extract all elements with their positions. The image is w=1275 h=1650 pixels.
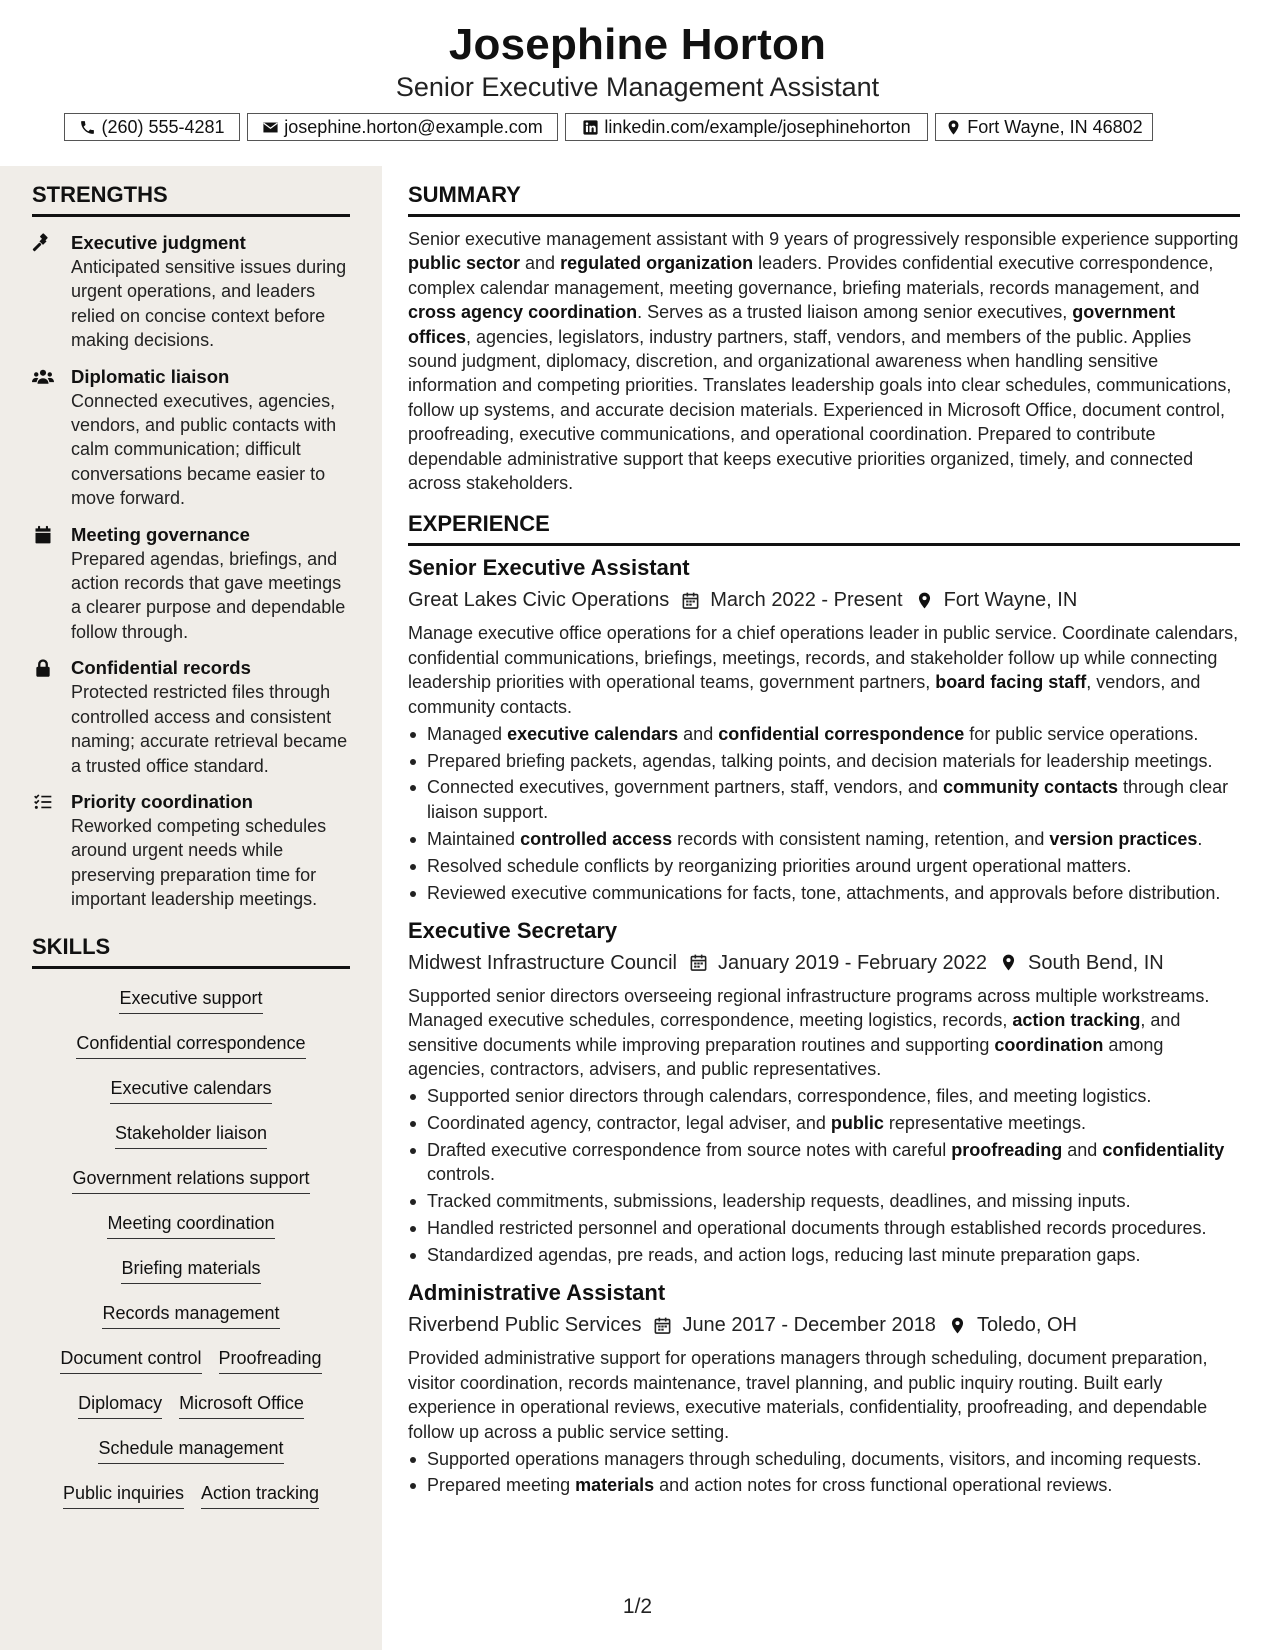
strength-title: Confidential records xyxy=(71,657,251,679)
text-run: and xyxy=(1062,1139,1103,1160)
list-item xyxy=(408,827,1240,851)
list-item xyxy=(408,1189,1240,1213)
strength-item xyxy=(32,790,350,912)
contact-email-text: josephine.horton@example.com xyxy=(284,116,543,137)
strength-item xyxy=(32,656,350,778)
emphasis-text: public xyxy=(830,1112,884,1133)
text-run: , and sensitive documents while improving preparation routines and supporting xyxy=(408,1010,1181,1055)
text-run: for public service operations. xyxy=(964,723,1199,744)
text-run: among agencies, contractors, advisers, and public representatives. xyxy=(408,1034,1164,1080)
skill-row xyxy=(32,1022,350,1067)
map-pin-icon xyxy=(999,953,1018,972)
job-location: South Bend, IN xyxy=(1028,951,1164,974)
summary-heading: SUMMARY xyxy=(408,182,1240,217)
experience-list xyxy=(408,554,1240,1497)
emphasis-text: board facing staff xyxy=(935,672,1087,693)
text-run: Senior executive management assistant with 9 years of progressively responsible experience supporting xyxy=(408,229,1239,249)
strength-desc: Prepared agendas, briefings, and action records that gave meetings a clearer purpose and dependable follow through. xyxy=(71,548,346,642)
job-bullets xyxy=(408,1447,1240,1498)
map-pin-icon xyxy=(945,119,962,136)
skill-tag: Schedule management xyxy=(98,1437,283,1464)
skill-row xyxy=(32,1472,350,1517)
emphasis-text: community contacts xyxy=(942,777,1119,798)
job-entry xyxy=(408,554,1240,904)
phone-icon xyxy=(79,119,96,136)
gavel-icon xyxy=(32,233,54,253)
summary-text xyxy=(408,227,1240,495)
skill-row xyxy=(32,1247,350,1292)
skill-tag: Proofreading xyxy=(219,1347,322,1374)
job-description xyxy=(408,621,1240,719)
emphasis-text: controlled access xyxy=(520,828,673,849)
list-item xyxy=(408,1111,1240,1135)
skill-tag: Executive calendars xyxy=(110,1077,271,1104)
emphasis-text: confidentiality xyxy=(1102,1139,1225,1160)
people-group-icon xyxy=(32,367,54,387)
page-number: 1/2 xyxy=(622,1595,653,1618)
strength-item xyxy=(32,365,350,511)
strength-item xyxy=(32,523,350,645)
strength-desc: Anticipated sensitive issues during urgent operations, and leaders relied on concise context before making decisions. xyxy=(71,257,347,351)
map-pin-icon xyxy=(915,591,934,610)
job-bullets xyxy=(408,1084,1240,1267)
job-meta xyxy=(408,1311,1240,1339)
skill-row xyxy=(32,1292,350,1337)
text-run: Tracked commitments, submissions, leadership requests, deadlines, and missing inputs. xyxy=(427,1191,1131,1212)
emphasis-text: confidential correspondence xyxy=(718,723,965,744)
skill-row xyxy=(32,1112,350,1157)
main-content xyxy=(408,166,1240,1498)
skill-row xyxy=(32,1382,350,1427)
contact-location[interactable] xyxy=(935,113,1153,141)
candidate-title: Senior Executive Management Assistant xyxy=(395,72,880,102)
text-run: . xyxy=(1197,828,1203,849)
calendar-icon xyxy=(681,591,700,610)
strength-item xyxy=(32,231,350,353)
envelope-icon xyxy=(262,119,279,136)
contact-location-text: Fort Wayne, IN 46802 xyxy=(967,116,1143,137)
list-item xyxy=(408,749,1240,773)
text-run: Coordinated agency, contractor, legal adviser, and xyxy=(427,1112,831,1133)
strength-title: Priority coordination xyxy=(71,790,253,812)
lock-icon xyxy=(32,658,54,678)
skill-tag: Records management xyxy=(102,1302,279,1329)
candidate-name: Josephine Horton xyxy=(448,20,827,69)
job-dates: June 2017 - December 2018 xyxy=(682,1314,936,1337)
text-run: Manage executive office operations for a chief operations leader in public service. Coordinate calendars, confidential communications, briefings, meetings, records, and stakeholder follow up while connecting leadership priorities with operational teams, government partners, xyxy=(408,623,1239,693)
contact-phone[interactable] xyxy=(64,113,240,141)
emphasis-text: coordination xyxy=(994,1034,1104,1055)
text-run: Supported senior directors through calendars, correspondence, files, and meeting logistics. xyxy=(427,1086,1152,1107)
skill-row xyxy=(32,977,350,1022)
strength-title: Diplomatic liaison xyxy=(71,365,230,387)
skill-row xyxy=(32,1157,350,1202)
skill-tag: Diplomacy xyxy=(78,1392,162,1419)
skill-row xyxy=(32,1337,350,1382)
strength-desc: Connected executives, agencies, vendors, and public contacts with calm communication; difficult conversations became easier to move forward. xyxy=(71,390,337,509)
skills-list xyxy=(32,977,350,1517)
text-run: representative meetings. xyxy=(883,1112,1087,1133)
list-item xyxy=(408,1216,1240,1240)
emphasis-text: version practices xyxy=(1049,828,1198,849)
text-run: Maintained xyxy=(427,828,521,849)
text-run: Prepared meeting xyxy=(427,1475,576,1496)
text-run: Resolved schedule conflicts by reorganizing priorities around urgent operational matters. xyxy=(427,855,1132,876)
skill-tag: Document control xyxy=(60,1347,201,1374)
text-run: . Serves as a trusted liaison among senior executives, xyxy=(637,302,1073,323)
job-dates: March 2022 - Present xyxy=(710,589,903,612)
contact-phone-text: (260) 555-4281 xyxy=(101,116,225,137)
strength-desc: Reworked competing schedules around urgent needs while preserving preparation time for important leadership meetings. xyxy=(71,815,327,910)
skill-row xyxy=(32,1427,350,1472)
skill-tag: Government relations support xyxy=(72,1167,309,1194)
contact-linkedin-text: linkedin.com/example/josephinehorton xyxy=(604,116,911,137)
text-run: Supported senior directors overseeing regional infrastructure programs across multiple workstreams. Managed executive schedules, correspondence, meeting logistics, records, xyxy=(408,985,1210,1031)
text-run: records with consistent naming, retention, and xyxy=(672,828,1050,849)
job-entry xyxy=(408,1279,1240,1497)
text-run: , vendors, and community contacts. xyxy=(408,672,1201,717)
text-run: Prepared briefing packets, agendas, talking points, and decision materials for leadership meetings. xyxy=(427,750,1213,771)
skill-tag: Action tracking xyxy=(201,1482,319,1509)
skill-tag: Meeting coordination xyxy=(107,1212,274,1239)
skill-tag: Public inquiries xyxy=(63,1482,184,1509)
list-item xyxy=(408,1243,1240,1267)
skill-tag: Executive support xyxy=(119,987,262,1014)
checklist-icon xyxy=(32,792,54,812)
text-run: controls. xyxy=(427,1164,496,1185)
calendar-icon xyxy=(689,953,708,972)
job-org: Great Lakes Civic Operations xyxy=(408,589,670,612)
text-run: Supported operations managers through scheduling, documents, visitors, and incoming requests. xyxy=(427,1448,1202,1469)
job-org: Midwest Infrastructure Council xyxy=(408,951,677,974)
job-entry xyxy=(408,917,1240,1267)
text-run: Reviewed executive communications for facts, tone, attachments, and approvals before distribution. xyxy=(427,882,1221,903)
strength-desc: Protected restricted files through controlled access and consistent naming; accurate retrieval became a trusted office standard. xyxy=(71,682,348,776)
text-run: Handled restricted personnel and operational documents through established records procedures. xyxy=(427,1218,1207,1239)
text-run: through clear liaison support. xyxy=(427,777,1229,822)
job-title: Administrative Assistant xyxy=(408,1280,666,1306)
list-item xyxy=(408,854,1240,878)
list-item xyxy=(408,1473,1240,1497)
emphasis-text: government offices xyxy=(408,302,1176,347)
list-item xyxy=(408,1138,1240,1187)
skill-tag: Briefing materials xyxy=(121,1257,260,1284)
emphasis-text: materials xyxy=(575,1475,655,1496)
list-item xyxy=(408,881,1240,905)
text-run: and xyxy=(520,253,561,274)
text-run: Connected executives, government partners, staff, vendors, and xyxy=(427,777,943,798)
job-meta xyxy=(408,586,1240,614)
strength-title: Executive judgment xyxy=(71,232,246,253)
resume-header xyxy=(0,0,1275,165)
strength-title: Meeting governance xyxy=(71,523,250,545)
text-run: Drafted executive correspondence from source notes with careful xyxy=(427,1139,952,1160)
job-location: Toledo, OH xyxy=(976,1314,1077,1337)
sidebar xyxy=(0,166,382,1650)
contact-linkedin[interactable] xyxy=(565,113,928,141)
map-pin-icon xyxy=(948,1316,967,1335)
skill-row xyxy=(32,1067,350,1112)
calendar-icon xyxy=(32,525,54,545)
strengths-heading: STRENGTHS xyxy=(32,182,350,217)
skill-tag: Stakeholder liaison xyxy=(115,1122,267,1149)
emphasis-text: action tracking xyxy=(1012,1010,1141,1031)
job-description xyxy=(408,1346,1240,1444)
emphasis-text: proofreading xyxy=(951,1139,1063,1160)
text-run: , agencies, legislators, industry partners, staff, vendors, and members of the public. Applies sound judgment, diplomacy, discretion, and organizational awareness when handling sensitive information and competing priorities. Translates leadership goals into clear schedules, communications, follow up systems, and accurate decision materials. Experienced in Microsoft Office, document control, proofreading, executive communications, and operational coordination. Prepared to contribute dependable administrative support that keeps executive priorities organized, timely, and connected across stakeholders. xyxy=(408,326,1232,494)
text-run: and action notes for cross functional operational reviews. xyxy=(654,1475,1113,1496)
contact-bar xyxy=(64,113,1153,141)
job-title: Senior Executive Assistant xyxy=(408,555,690,581)
text-run: and xyxy=(678,723,719,744)
emphasis-text: public sector xyxy=(408,253,521,274)
skill-row xyxy=(32,1202,350,1247)
text-run: leaders. Provides confidential executive correspondence, complex calendar management, meeting governance, briefing materials, records management, and xyxy=(408,253,1214,298)
job-location: Fort Wayne, IN xyxy=(943,589,1078,612)
skills-heading: SKILLS xyxy=(32,934,350,969)
contact-email[interactable] xyxy=(247,113,558,141)
calendar-icon xyxy=(653,1316,672,1335)
text-run: Provided administrative support for operations managers through scheduling, document preparation, visitor coordination, records maintenance, travel planning, and public inquiry routing. Built early experience in operational reviews, executive materials, confidentiality, proofreading, and dependable follow up across a public service setting. xyxy=(408,1348,1208,1442)
job-title: Executive Secretary xyxy=(408,917,618,943)
text-run: Managed xyxy=(427,723,508,744)
job-org: Riverbend Public Services xyxy=(408,1314,642,1337)
experience-heading: EXPERIENCE xyxy=(408,511,1240,546)
job-dates: January 2019 - February 2022 xyxy=(717,951,988,974)
list-item xyxy=(408,722,1240,746)
linkedin-icon xyxy=(582,119,599,136)
job-meta xyxy=(408,949,1240,977)
text-run: Standardized agendas, pre reads, and action logs, reducing last minute preparation gaps. xyxy=(427,1245,1141,1265)
skill-tag: Microsoft Office xyxy=(179,1392,304,1419)
list-item xyxy=(408,1447,1240,1471)
list-item xyxy=(408,775,1240,824)
emphasis-text: regulated organization xyxy=(560,253,754,274)
list-item xyxy=(408,1084,1240,1108)
emphasis-text: executive calendars xyxy=(507,723,679,744)
skill-tag: Confidential correspondence xyxy=(76,1032,305,1059)
emphasis-text: cross agency coordination xyxy=(408,302,638,323)
job-bullets xyxy=(408,722,1240,905)
job-description xyxy=(408,984,1240,1082)
